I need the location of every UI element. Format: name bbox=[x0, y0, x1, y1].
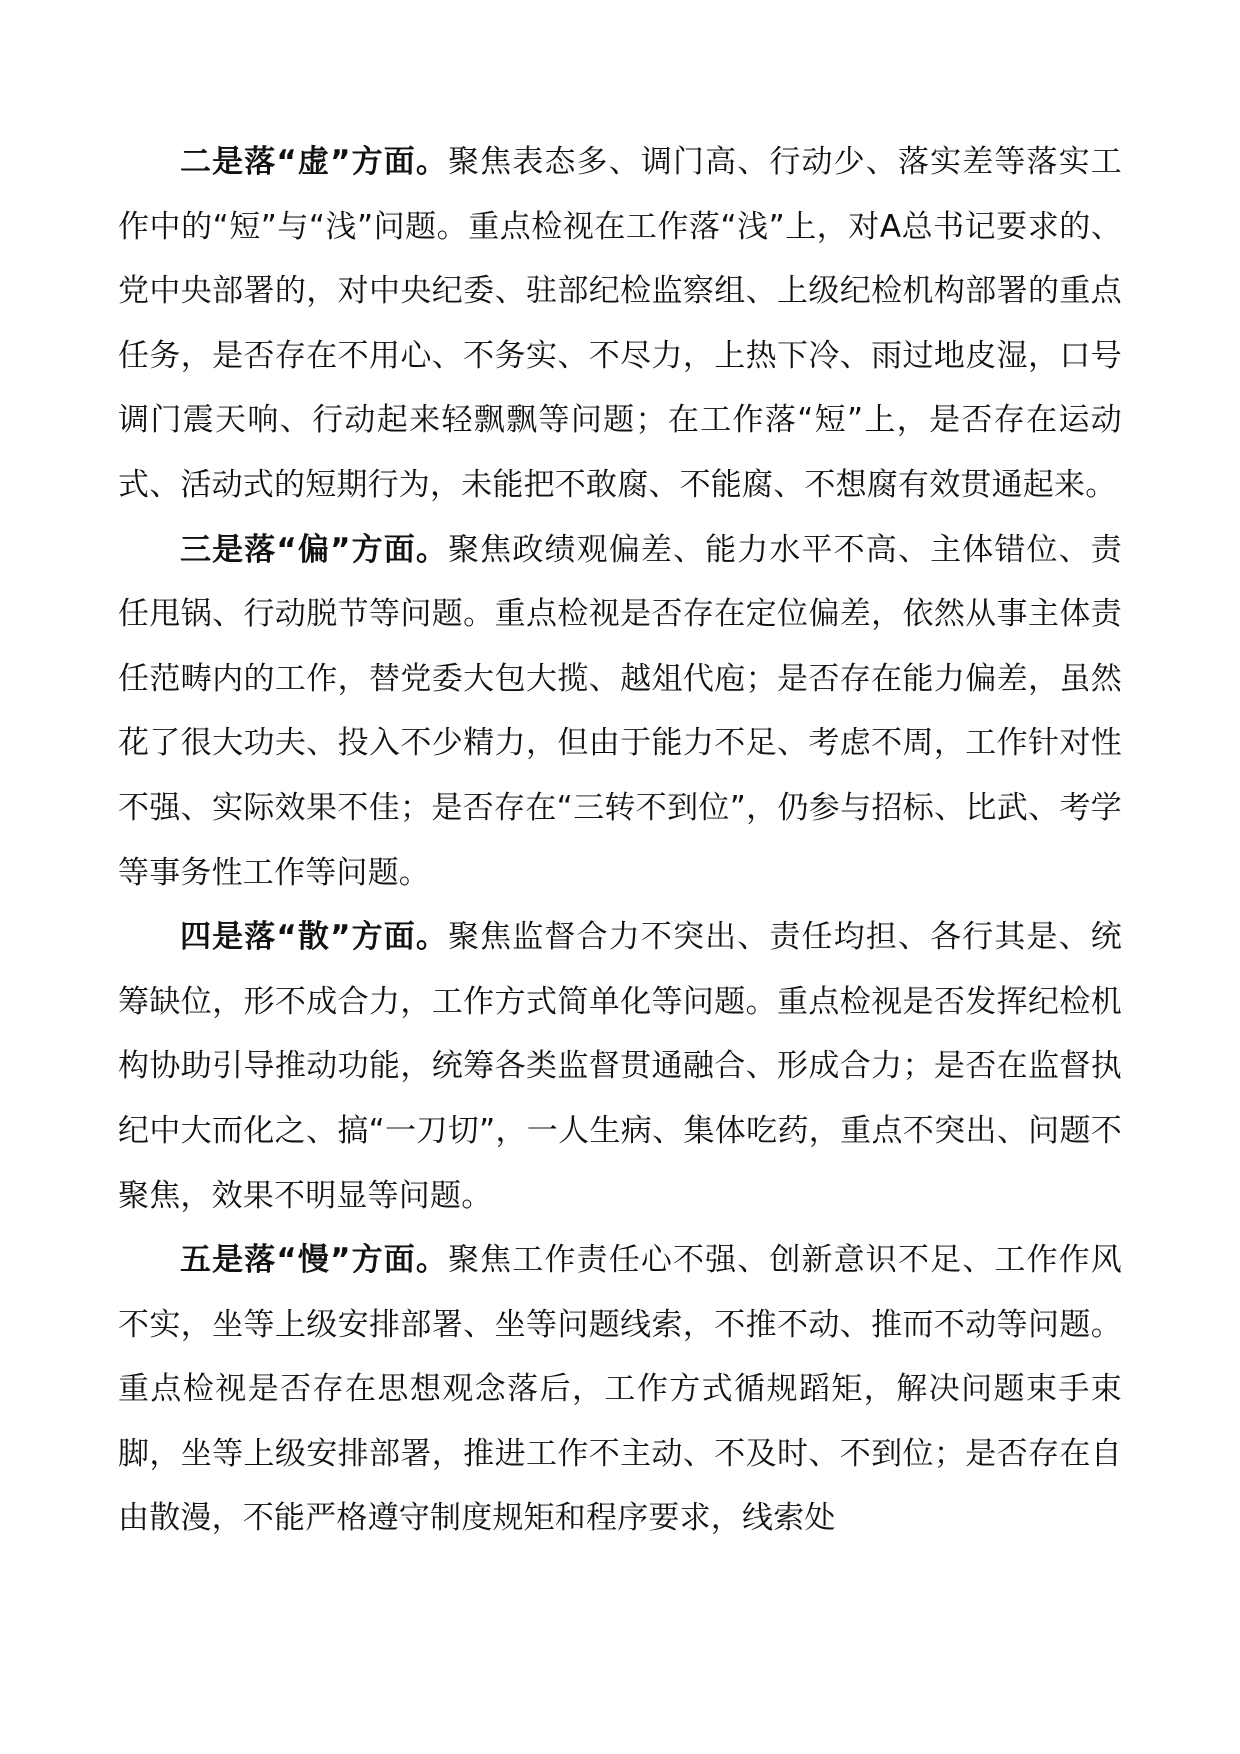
paragraph-san bbox=[118, 905, 1122, 1228]
paragraph-heading: 五是落“慢”方面。 bbox=[180, 1242, 448, 1279]
paragraph-heading: 三是落“偏”方面。 bbox=[180, 531, 448, 568]
paragraph-heading: 二是落“虚”方面。 bbox=[180, 144, 448, 180]
paragraph-man bbox=[118, 1228, 1122, 1551]
document-body bbox=[118, 130, 1122, 1551]
paragraph-text: 聚焦政绩观偏差、能力水平不高、主体错位、责任甩锅、行动脱节等问题。重点检视是否存在定位偏差，依然从事主体责任范畴内的工作，替党委大包大揽、越俎代庖；是否存在能力偏差，虽然花了很大功夫、投入不少精力，但由于能力不足、考虑不周，工作针对性不强、实际效果不佳；是否存在“三转不到位”，仍参与招标、比武、考学等事务性工作等问题。 bbox=[118, 531, 1122, 891]
paragraph-text: 聚焦监督合力不突出、责任均担、各行其是、统筹缺位，形不成合力，工作方式简单化等问题。重点检视是否发挥纪检机构协助引导推动功能，统筹各类监督贯通融合、形成合力；是否在监督执纪中大而化之、搞“一刀切”，一人生病、集体吃药，重点不突出、问题不聚焦，效果不明显等问题。 bbox=[118, 919, 1122, 1214]
paragraph-pian bbox=[118, 518, 1122, 906]
paragraph-xu bbox=[118, 130, 1122, 518]
paragraph-text: 聚焦表态多、调门高、行动少、落实差等落实工作中的“短”与“浅”问题。重点检视在工作落“浅”上，对A总书记要求的、党中央部署的，对中央纪委、驻部纪检监察组、上级纪检机构部署的重点任务，是否存在不用心、不务实、不尽力，上热下冷、雨过地皮湿，口号调门震天响、行动起来轻飘飘等问题；在工作落“短”上，是否存在运动式、活动式的短期行为，未能把不敢腐、不能腐、不想腐有效贯通起来。 bbox=[118, 144, 1122, 503]
paragraph-heading: 四是落“散”方面。 bbox=[180, 919, 448, 956]
paragraph-text: 聚焦工作责任心不强、创新意识不足、工作作风不实，坐等上级安排部署、坐等问题线索，不推不动、推而不动等问题。重点检视是否存在思想观念落后，工作方式循规蹈矩，解决问题束手束脚，坐等上级安排部署，推进工作不主动、不及时、不到位；是否存在自由散漫，不能严格遵守制度规矩和程序要求，线索处 bbox=[118, 1242, 1122, 1537]
